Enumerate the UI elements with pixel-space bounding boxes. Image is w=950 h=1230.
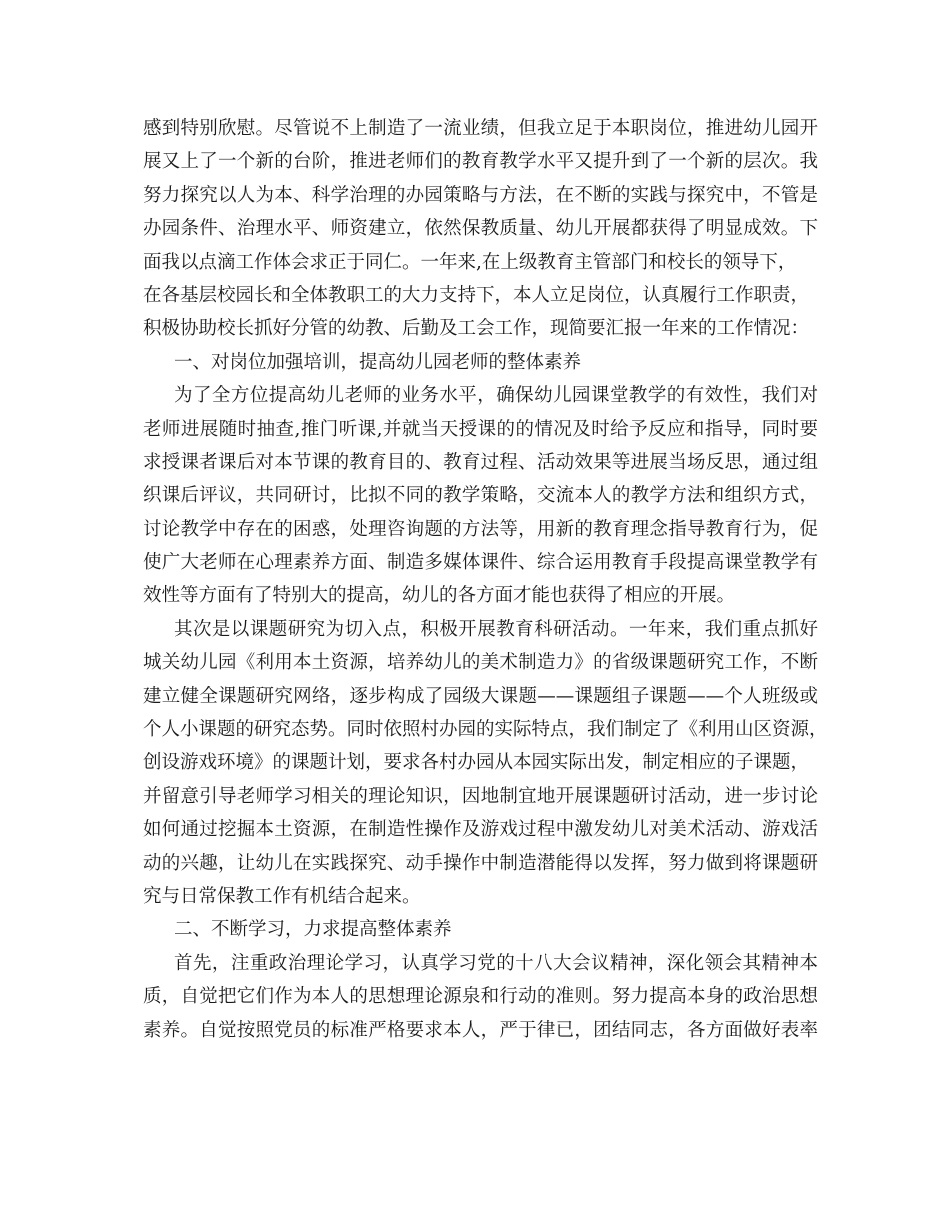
text-line: 素养。自觉按照党员的标准严格要求本人，严于律已，团结同志，各方面做好表率 (143, 1019, 818, 1041)
text-line: 织课后评议，共同研讨，比拟不同的教学策略，交流本人的教学方法和组织方式， (143, 485, 818, 507)
text-line: 展又上了一个新的台阶，推进老师们的教育教学水平又提升到了一个新的层次。我 (143, 151, 818, 173)
text-line: 效性等方面有了特别大的提高，幼儿的各方面才能也获得了相应的开展。 (143, 585, 736, 607)
text-line: 首先，注重政治理论学习，认真学习党的十八大会议精神，深化领会其精神本 (174, 952, 818, 974)
section-heading-1: 一、对岗位加强培训，提高幼儿园老师的整体素养 (174, 351, 582, 373)
text-line: 感到特别欣慰。尽管说不上制造了一流业绩，但我立足于本职岗位，推进幼儿园开 (143, 118, 818, 139)
text-line: 个人小课题的研究态势。同时依照村办园的实际特点，我们制定了《利用山区资源， (143, 719, 828, 741)
text-line: 为了全方位提高幼儿老师的业务水平，确保幼儿园课堂教学的有效性，我们对 (174, 385, 818, 407)
text-line: 动的兴趣，让幼儿在实践探究、动手操作中制造潜能得以发挥，努力做到将课题研 (143, 852, 818, 874)
text-line: 城关幼儿园《利用本土资源，培养幼儿的美术制造力》的省级课题研究工作，不断 (143, 652, 818, 674)
body-text (143, 112, 828, 1047)
text-line: 建立健全课题研究网络，逐步构成了园级大课题——课题组子课题——个人班级或 (143, 685, 818, 707)
text-line: 在各基层校园长和全体教职工的大力支持下，本人立足岗位，认真履行工作职责， (143, 284, 810, 306)
text-line: 积极协助校长抓好分管的幼教、后勤及工会工作，现简要汇报一年来的工作情况： (143, 318, 810, 340)
text-line: 讨论教学中存在的困惑，处理咨询题的方法等，用新的教育理念指导教育行为，促 (143, 518, 818, 540)
text-line: 求授课者课后对本节课的教育目的、教育过程、活动效果等进展当场反思，通过组 (143, 451, 818, 473)
text-line: 办园条件、治理水平、师资建立，依然保教质量、幼儿开展都获得了明显成效。下 (143, 218, 818, 240)
text-line: 并留意引导老师学习相关的理论知识，因地制宜地开展课题研讨活动，进一步讨论 (143, 785, 818, 807)
text-line: 其次是以课题研究为切入点，积极开展教育科研活动。一年来，我们重点抓好 (174, 618, 818, 640)
text-line: 使广大老师在心理素养方面、制造多媒体课件、综合运用教育手段提高课堂教学有 (143, 552, 818, 574)
text-line: 面我以点滴工作体会求正于同仁。一年来,在上级教育主管部门和校长的领导下， (143, 251, 797, 273)
text-line: 老师进展随时抽查,推门听课,并就当天授课的的情况及时给予反应和指导，同时要 (143, 418, 818, 440)
text-line: 如何通过挖掘本土资源，在制造性操作及游戏过程中激发幼儿对美术活动、游戏活 (143, 819, 818, 841)
text-line: 质，自觉把它们作为本人的思想理论源泉和行动的准则。努力提高本身的政治思想 (143, 986, 818, 1008)
text-line: 创设游戏环境》的课题计划，要求各村办园从本园实际出发，制定相应的子课题， (143, 752, 810, 774)
section-heading-2: 二、不断学习，力求提高整体素养 (174, 919, 452, 941)
text-line: 究与日常保教工作有机结合起来。 (143, 885, 421, 907)
text-line: 努力探究以人为本、科学治理的办园策略与方法，在不断的实践与探究中，不管是 (143, 184, 818, 206)
